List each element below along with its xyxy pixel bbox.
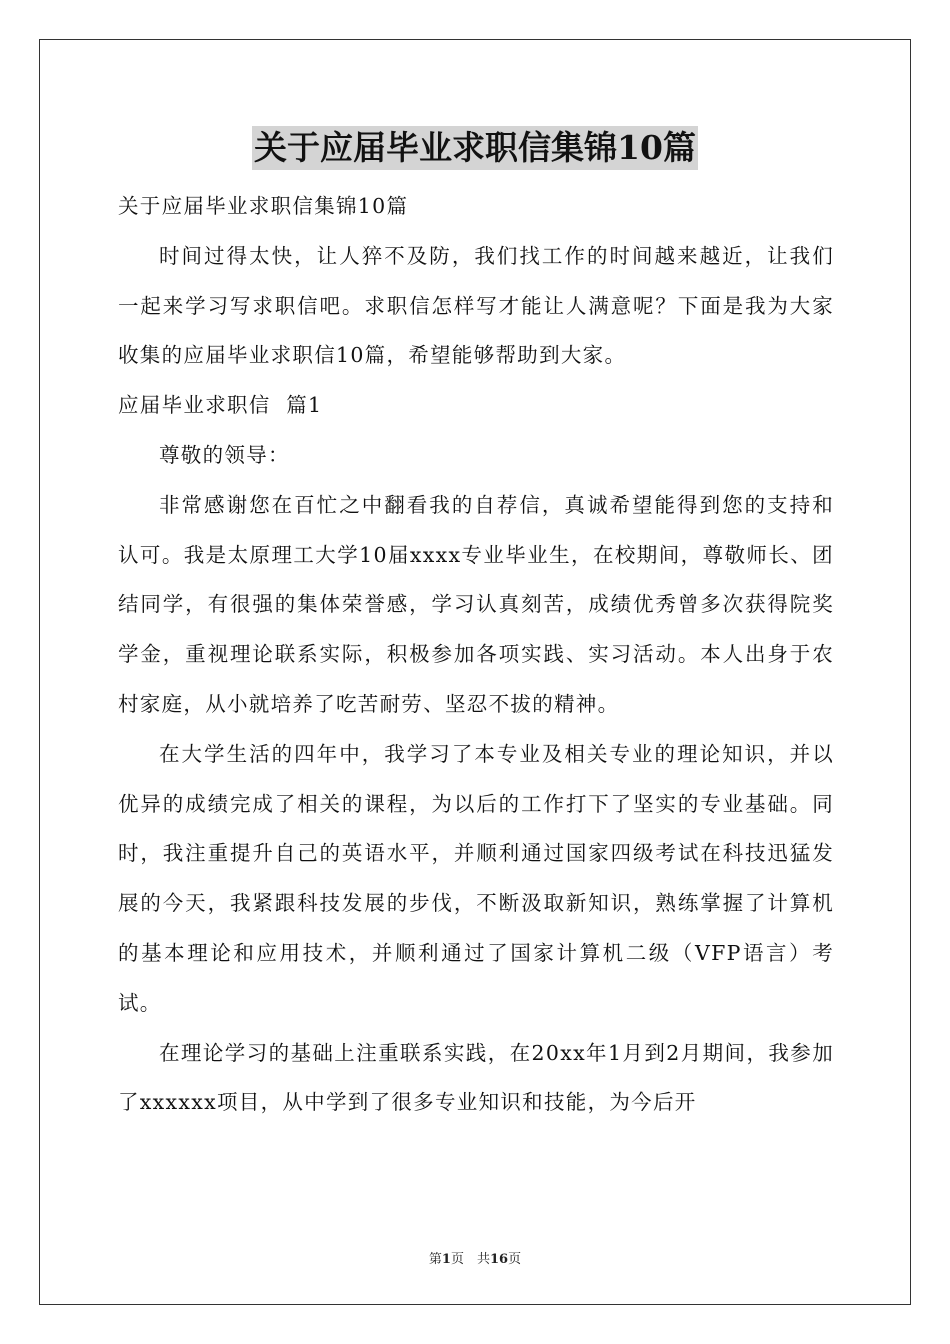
page-footer (0, 1248, 950, 1267)
document-title: 关于应届毕业求职信集锦10篇 (252, 126, 698, 170)
title-container (0, 126, 950, 170)
body-paragraph-1: 非常感谢您在百忙之中翻看我的自荐信，真诚希望能得到您的支持和认可。我是太原理工大学10届xxxx专业毕业生，在校期间，尊敬师长、团结同学，有很强的集体荣誉感，学习认真刻苦，成绩优秀曾多次获得院奖学金，重视理论联系实际，积极参加各项实践、实习活动。本人出身于农村家庭，从小就培养了吃苦耐劳、坚忍不拔的精神。 (118, 492, 834, 716)
body-paragraph-3: 在理论学习的基础上注重联系实践，在20xx年1月到2月期间，我参加了xxxxxx项目，从中学到了很多专业知识和技能，为今后开 (118, 1040, 834, 1115)
salutation: 尊敬的领导： (159, 442, 290, 467)
section-heading: 应届毕业求职信 篇1 (118, 393, 323, 418)
body-paragraph-2: 在大学生活的四年中，我学习了本专业及相关专业的理论知识，并以优异的成绩完成了相关的课程，为以后的工作打下了坚实的专业基础。同时，我注重提升自己的英语水平，并顺利通过国家四级考试在科技迅猛发展的今天，我紧跟科技发展的步伐，不断汲取新知识，熟练掌握了计算机的基本理论和应用技术，并顺利通过了国家计算机二级（VFP语言）考试。 (118, 741, 834, 1015)
footer-page-mid: 页 共 (450, 1252, 490, 1267)
footer-page-prefix: 第 (428, 1252, 442, 1267)
footer-page-suffix: 页 (508, 1252, 522, 1267)
footer-page-total: 16 (489, 1252, 509, 1267)
footer-page-number: 1 (441, 1252, 451, 1267)
document-subtitle: 关于应届毕业求职信集锦10篇 (118, 194, 409, 218)
document-body (118, 182, 834, 1128)
intro-paragraph: 时间过得太快，让人猝不及防，我们找工作的时间越来越近，让我们一起来学习写求职信吧。求职信怎样写才能让人满意呢？下面是我为大家收集的应届毕业求职信10篇，希望能够帮助到大家。 (118, 243, 834, 368)
